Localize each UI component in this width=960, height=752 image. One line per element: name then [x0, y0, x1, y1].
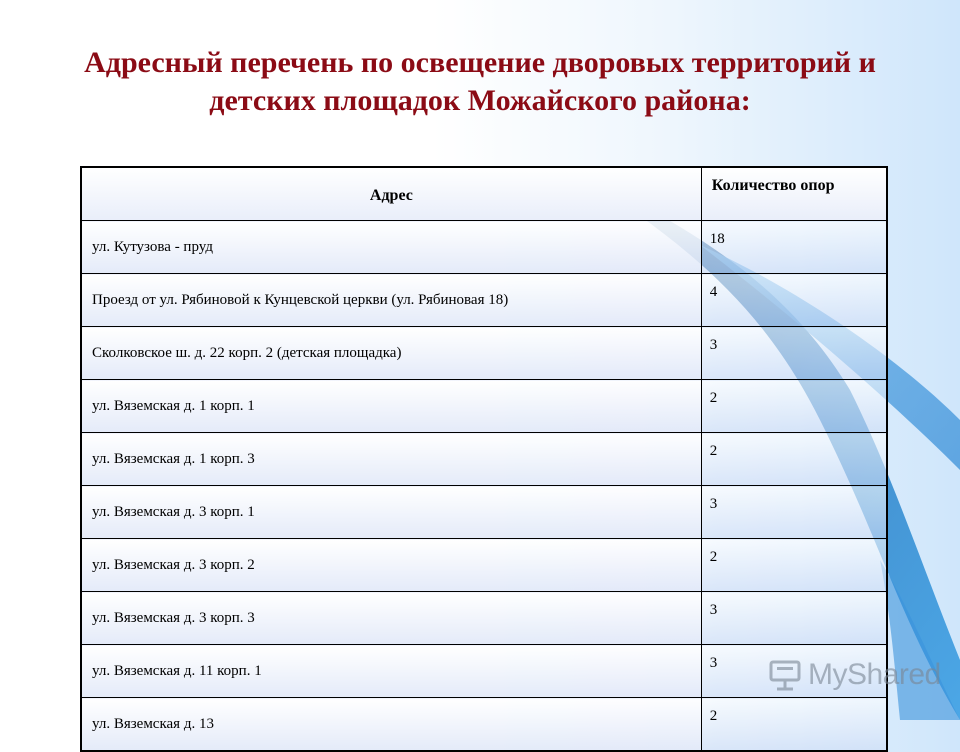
address-cell: ул. Вяземская д. 3 корп. 3 [81, 592, 701, 645]
address-cell: ул. Вяземская д. 3 корп. 2 [81, 539, 701, 592]
presentation-board-icon [768, 658, 802, 692]
count-cell: 2 [701, 698, 887, 752]
table-row [81, 645, 887, 698]
watermark-logo[interactable] [768, 655, 941, 695]
count-cell: 2 [701, 539, 887, 592]
table-row [81, 539, 887, 592]
count-cell: 18 [701, 221, 887, 274]
count-cell: 3 [701, 592, 887, 645]
count-cell: 4 [701, 274, 887, 327]
count-cell: 2 [701, 380, 887, 433]
table-row [81, 433, 887, 486]
table-row [81, 221, 887, 274]
table-row [81, 698, 887, 752]
table-row [81, 327, 887, 380]
table-row [81, 486, 887, 539]
address-cell: ул. Вяземская д. 13 [81, 698, 701, 752]
address-cell: ул. Вяземская д. 1 корп. 3 [81, 433, 701, 486]
watermark-text: MyShared [808, 658, 941, 691]
page-title-line-1: Адресный перечень по освещение дворовых территорий и [84, 46, 876, 79]
table-header-row [81, 167, 887, 221]
address-cell: Сколковское ш. д. 22 корп. 2 (детская площадка) [81, 327, 701, 380]
page-title [40, 44, 920, 120]
address-cell: ул. Вяземская д. 11 корп. 1 [81, 645, 701, 698]
address-cell: ул. Кутузова - пруд [81, 221, 701, 274]
address-cell: ул. Вяземская д. 3 корп. 1 [81, 486, 701, 539]
column-header-count: Количество опор [701, 167, 887, 221]
count-cell: 3 [701, 327, 887, 380]
count-cell: 3 [701, 486, 887, 539]
count-cell: 3 [701, 645, 887, 698]
address-table [80, 166, 888, 752]
address-cell: ул. Вяземская д. 1 корп. 1 [81, 380, 701, 433]
column-header-address: Адрес [81, 167, 701, 221]
table-row [81, 592, 887, 645]
page-title-line-2: детских площадок Можайского района: [209, 84, 751, 117]
table-row [81, 380, 887, 433]
address-cell: Проезд от ул. Рябиновой к Кунцевской церкви (ул. Рябиновая 18) [81, 274, 701, 327]
count-cell: 2 [701, 433, 887, 486]
table-row [81, 274, 887, 327]
